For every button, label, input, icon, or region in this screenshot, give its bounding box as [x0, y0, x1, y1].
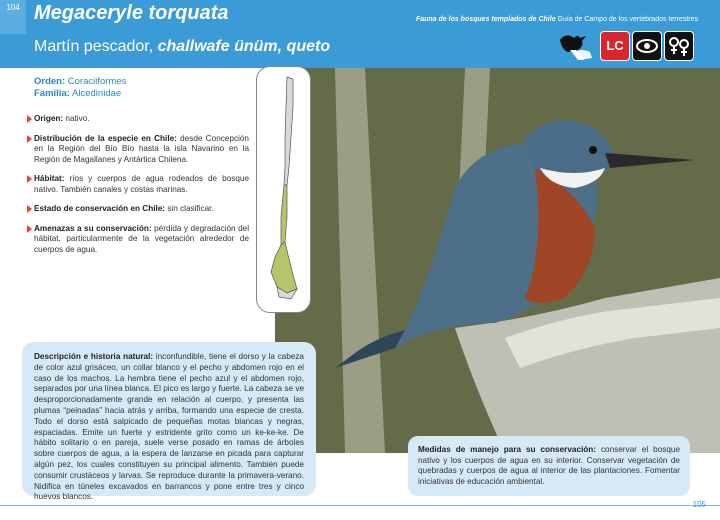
family-value: Alcedinidae [72, 88, 122, 99]
distribution-map [256, 66, 311, 313]
eye-icon [632, 31, 662, 61]
info-text: sin clasificar. [165, 204, 214, 213]
info-distribution [34, 134, 249, 166]
management-label: Medidas de manejo para su conservación: [418, 445, 597, 454]
info-conservation-status [34, 204, 249, 215]
info-label: Amenazas a su conservación: [34, 223, 152, 233]
footer-rule [0, 505, 720, 506]
species-info-column [34, 76, 249, 264]
description-label: Descripción e historia natural: [34, 352, 154, 361]
order-row [34, 76, 249, 88]
taxonomy [34, 76, 249, 100]
info-label: Hábitat: [34, 174, 65, 183]
common-name-plain: Martín pescador, [34, 38, 158, 55]
series-title [416, 16, 698, 23]
chile-map [257, 67, 310, 312]
info-text: desde Concepción en la Región del Bío Bío hasta la isla Navarino en la Región de Magallanes y Antártica Chilena. [34, 133, 249, 164]
family-label: Familia: [34, 88, 70, 99]
status-badge-lc: LC [600, 31, 630, 61]
info-threats [34, 224, 249, 256]
info-text: nativo. [63, 114, 90, 123]
hand-bird-icon [556, 30, 596, 62]
page-number-right: 105 [692, 500, 706, 509]
management-panel [408, 436, 690, 496]
info-label: Estado de conservación en Chile: [34, 204, 166, 213]
info-origin [34, 114, 249, 125]
info-label: Distribución de la especie en Chile: [34, 133, 177, 143]
sex-symbols-icon [664, 31, 694, 61]
common-name-italic: challwafe ünüm, queto [157, 38, 331, 55]
scientific-name: Megaceryle torquata [34, 2, 229, 24]
info-text: pérdida y degradación del hábitat, particularmente de la vegetación alrededor de cuerpos de agua. [34, 223, 250, 254]
series-title-rest: Guía de Campo de los vertebrados terrestres [555, 16, 698, 23]
order-label: Orden: [34, 76, 66, 87]
info-habitat [34, 174, 249, 195]
icon-strip [556, 30, 696, 62]
description-panel [22, 342, 316, 502]
info-text: ríos y cuerpos de agua rodeados de bosque nativo. También canales y costas marinas. [34, 174, 249, 194]
info-label: Origen: [34, 114, 64, 123]
order-value: Coraciiformes [67, 76, 127, 87]
series-title-bold: Fauna de los bosques templados de Chile [415, 16, 556, 23]
common-names [34, 38, 330, 56]
page-number-left: 104 [0, 0, 26, 34]
kingfisher-illustration [275, 68, 720, 453]
management-text: conservar el bosque nativo y los cuerpos de agua en su interior. Conservar vegetación de quebradas y cuerpos de agua al interior de las plantaciones. Fomentar iniciativas de educación ambiental. [418, 445, 680, 486]
description-text: inconfundible, tiene el dorso y la cabeza de color azul grisáceo, un collar blanco y el pecho y abdomen rojo en el caso de los machos. La hembra tiene el pecho azul y el abdomen rojo, separados por una línea blanca. El pico es largo y fuerte. La cabeza se ve desproporcionadamente grande en relación al cuerpo, y presenta las plumas “peinadas” hacia atrás y arriba, formando una especie de cresta. Todo el dorso está salpicado de pequeñas motas blancas y negras, espaciadas. Emite un fuerte y estridente grito como un ke-ke-ke. De hábito solitario o en pareja, suele verse posado en ramas de árboles sobre cuerpos de agua, a la espera de lanzarse en picada para capturar algún pez, los cuales constituyen su principal alimento. También puede consumir crustáceos y larvas. Se reproduce durante la primavera-verano. Nidifica en túneles excavados en barrancos y pone entre tres y cinco huevos blancos. [34, 352, 304, 502]
page-header [0, 0, 720, 68]
family-row [34, 88, 249, 100]
bird-photo [275, 68, 720, 453]
